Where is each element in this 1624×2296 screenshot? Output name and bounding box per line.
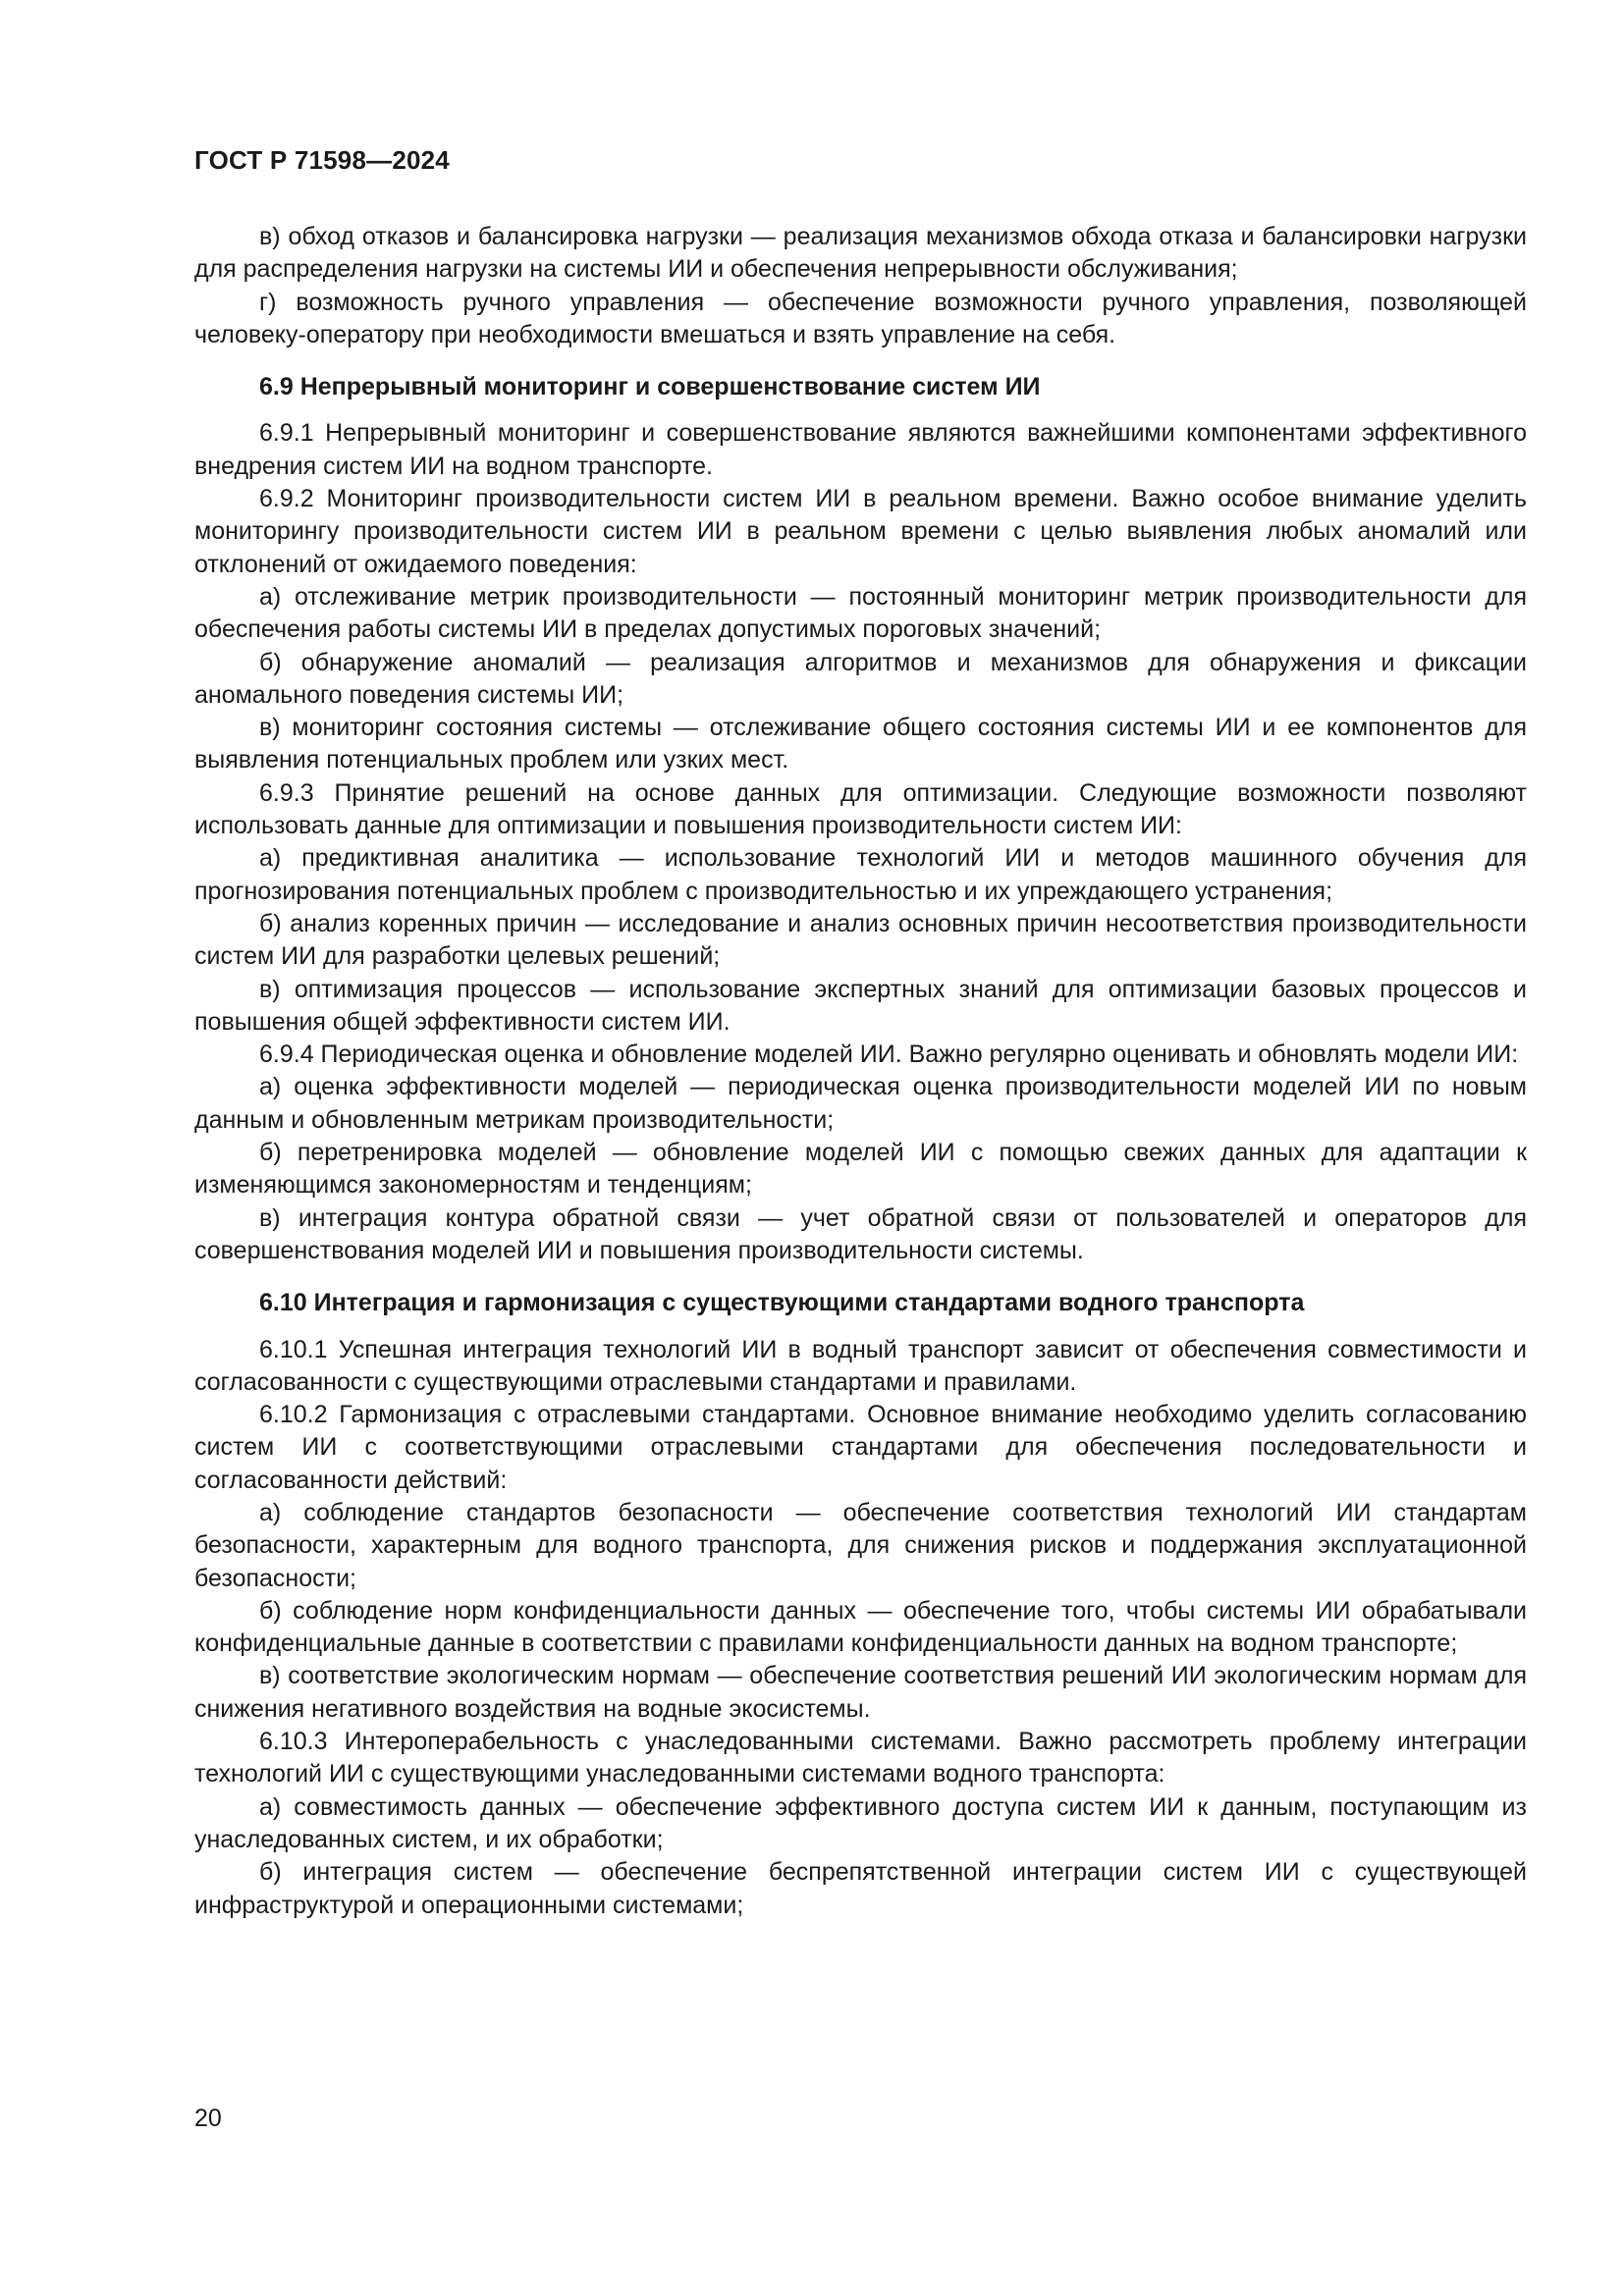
clause-6-9-1: 6.9.1 Непрерывный мониторинг и совершенствование являются важнейшими компонентами эффективного внедрения систем ИИ на водном транспорте.: [194, 419, 1527, 480]
list-item-a-metrics: а) отслеживание метрик производительности — постоянный мониторинг метрик производительности для обеспечения работы системы ИИ в пределах допустимых пороговых значений;: [194, 582, 1527, 644]
list-item-a-predictive: а) предиктивная аналитика — использование технологий ИИ и методов машинного обучения для прогнозирования потенциальных проблем с производительностью и их упреждающего устранения;: [194, 844, 1527, 905]
list-item-b-anomalies: б) обнаружение аномалий — реализация алгоритмов и механизмов для обнаружения и фиксации аномального поведения системы ИИ;: [194, 648, 1527, 709]
list-item-v-system-health: в) мониторинг состояния системы — отслеживание общего состояния системы ИИ и ее компонентов для выявления потенциальных проблем или узких мест.: [194, 714, 1527, 774]
list-item-b-data-privacy: б) соблюдение норм конфиденциальности данных — обеспечение того, чтобы системы ИИ обрабатывали конфиденциальные данные в соответствии с правилами конфиденциальности данных на водном транспорте;: [194, 1596, 1527, 1658]
list-item-a-safety-standards: а) соблюдение стандартов безопасности — обеспечение соответствия технологий ИИ стандартам безопасности, характерным для водного транспорта, для снижения рисков и поддержания эксплуатационной безопасности;: [194, 1498, 1527, 1592]
section-heading-6-9: 6.9 Непрерывный мониторинг и совершенствование систем ИИ: [259, 373, 1041, 401]
list-item-v-failover: в) обход отказов и балансировка нагрузки — реализация механизмов обхода отказа и балансировки нагрузки для распределения нагрузки на системы ИИ и обеспечения непрерывности обслуживания;: [194, 223, 1527, 284]
clause-6-10-1: 6.10.1 Успешная интеграция технологий ИИ в водный транспорт зависит от обеспечения совместимости и согласованности с существующими отраслевыми стандартами и правилами.: [194, 1335, 1527, 1396]
list-item-b-system-integration: б) интеграция систем — обеспечение беспрепятственной интеграции систем ИИ с существующей инфраструктурой и операционными системами;: [194, 1858, 1527, 1919]
list-item-g-manual-control: г) возможность ручного управления — обеспечение возможности ручного управления, позволяющей человеку-оператору при необходимости вмешаться и взять управление на себя.: [194, 288, 1527, 348]
clause-6-9-4: 6.9.4 Периодическая оценка и обновление моделей ИИ. Важно регулярно оценивать и обновлять модели ИИ:: [259, 1041, 1519, 1069]
clause-6-10-2: 6.10.2 Гармонизация с отраслевыми стандартами. Основное внимание необходимо уделить согласованию систем ИИ с соответствующими отраслевыми стандартами для обеспечения последовательности и согласованности действий:: [194, 1401, 1527, 1494]
document-body: [194, 221, 1527, 1922]
clause-6-9-3: 6.9.3 Принятие решений на основе данных для оптимизации. Следующие возможности позволяют использовать данные для оптимизации и повышения производительности систем ИИ:: [194, 778, 1527, 840]
list-item-v-process-optimization: в) оптимизация процессов — использование экспертных знаний для оптимизации базовых процессов и повышения общей эффективности систем ИИ.: [194, 975, 1527, 1036]
list-item-v-feedback-loop: в) интеграция контура обратной связи — учет обратной связи от пользователей и операторов для совершенствования моделей ИИ и повышения производительности системы.: [194, 1203, 1527, 1264]
clause-6-10-3: 6.10.3 Интероперабельность с унаследованными системами. Важно рассмотреть проблему интеграции технологий ИИ с существующими унаследованными системами водного транспорта:: [194, 1728, 1527, 1789]
page-number: 20: [194, 2105, 222, 2132]
list-item-v-environmental: в) соответствие экологическим нормам — обеспечение соответствия решений ИИ экологическим нормам для снижения негативного воздействия на водные экосистемы.: [194, 1662, 1527, 1723]
list-item-b-retraining: б) перетренировка моделей — обновление моделей ИИ с помощью свежих данных для адаптации к изменяющимся закономерностям и тенденциям;: [194, 1139, 1527, 1200]
section-heading-6-10: 6.10 Интеграция и гармонизация с существующими стандартами водного транспорта: [259, 1289, 1305, 1317]
list-item-b-root-cause: б) анализ коренных причин — исследование и анализ основных причин несоответствия производительности систем ИИ для разработки целевых решений;: [194, 909, 1527, 971]
document-standard-id: ГОСТ Р 71598—2024: [194, 145, 450, 175]
list-item-a-data-compatibility: а) совместимость данных — обеспечение эффективного доступа систем ИИ к данным, поступающим из унаследованных систем, и их обработки;: [194, 1792, 1527, 1853]
list-item-a-model-evaluation: а) оценка эффективности моделей — периодическая оценка производительности моделей ИИ по новым данным и обновленным метрикам производительности;: [194, 1073, 1527, 1134]
clause-6-9-2: 6.9.2 Мониторинг производительности систем ИИ в реальном времени. Важно особое внимание уделить мониторингу производительности систем ИИ в реальном времени с целью выявления любых аномалий или отклонений от ожидаемого поведения:: [194, 485, 1527, 578]
